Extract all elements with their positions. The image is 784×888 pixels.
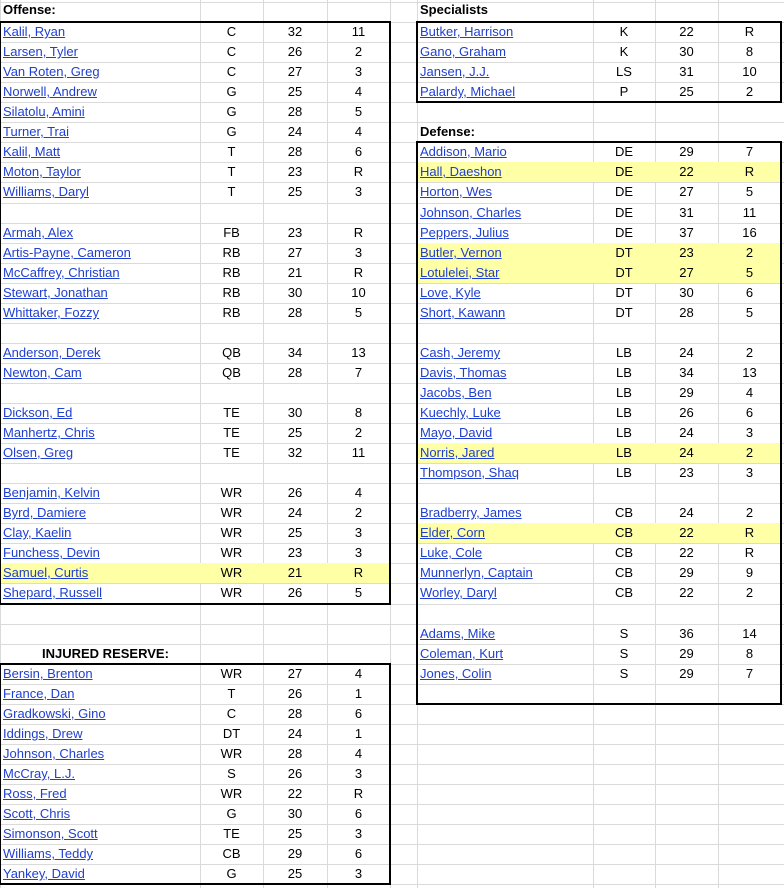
- player-experience: 6: [354, 846, 363, 861]
- player-age: 28: [287, 305, 303, 320]
- player-experience: R: [744, 545, 755, 560]
- player-name-link[interactable]: Luke, Cole: [420, 545, 483, 560]
- player-experience: R: [353, 786, 364, 801]
- player-position: LB: [616, 445, 632, 460]
- player-experience: 8: [354, 405, 363, 420]
- player-experience: 3: [745, 425, 754, 440]
- player-experience: 6: [745, 285, 754, 300]
- player-position: CB: [614, 585, 634, 600]
- player-experience: R: [744, 525, 755, 540]
- grid-row-line: [0, 323, 784, 324]
- player-age: 28: [287, 104, 303, 119]
- player-age: 24: [679, 505, 694, 520]
- player-name-link[interactable]: France, Dan: [3, 686, 75, 701]
- player-age: 31: [679, 205, 694, 220]
- player-position: G: [226, 84, 237, 99]
- player-name-link[interactable]: Hall, Daeshon: [420, 164, 502, 179]
- player-age: 31: [679, 64, 694, 79]
- player-name-link[interactable]: Mayo, David: [420, 425, 493, 440]
- player-position: TE: [223, 826, 240, 841]
- player-position: S: [227, 766, 236, 781]
- player-experience: 11: [351, 445, 366, 460]
- player-name-link[interactable]: Norwell, Andrew: [3, 84, 97, 99]
- player-experience: 4: [354, 124, 363, 139]
- player-experience: 14: [742, 626, 757, 641]
- player-age: 24: [287, 726, 303, 741]
- player-position: CB: [614, 545, 634, 560]
- player-position: LB: [616, 385, 632, 400]
- player-age: 32: [287, 445, 303, 460]
- player-position: DT: [615, 305, 633, 320]
- player-position: C: [226, 24, 237, 39]
- player-name-link[interactable]: Yankey, David: [3, 866, 85, 881]
- player-age: 23: [679, 245, 694, 260]
- player-age: 21: [287, 565, 303, 580]
- player-name-link[interactable]: Thompson, Shaq: [420, 465, 520, 480]
- player-experience: 1: [354, 726, 363, 741]
- player-name-link[interactable]: Love, Kyle: [420, 285, 481, 300]
- player-experience: 6: [354, 806, 363, 821]
- player-name-link[interactable]: Jones, Colin: [420, 666, 492, 681]
- player-experience: 16: [742, 225, 757, 240]
- player-experience: 3: [354, 525, 363, 540]
- player-name-link[interactable]: Bersin, Brenton: [3, 666, 93, 681]
- player-name-link[interactable]: Williams, Daryl: [3, 184, 89, 199]
- player-age: 22: [679, 545, 694, 560]
- player-name-link[interactable]: Munnerlyn, Captain: [420, 565, 533, 580]
- player-experience: 7: [354, 365, 363, 380]
- player-name-link[interactable]: Davis, Thomas: [420, 365, 507, 380]
- player-age: 25: [287, 826, 303, 841]
- player-name-link[interactable]: Kalil, Matt: [3, 144, 61, 159]
- player-name-link[interactable]: Horton, Wes: [420, 184, 493, 199]
- player-age: 26: [287, 766, 303, 781]
- player-experience: 3: [354, 826, 363, 841]
- player-name-link[interactable]: Iddings, Drew: [3, 726, 83, 741]
- player-experience: 10: [742, 64, 757, 79]
- player-age: 29: [679, 646, 694, 661]
- player-name-link[interactable]: Funchess, Devin: [3, 545, 100, 560]
- player-name-link[interactable]: Silatolu, Amini: [3, 104, 85, 119]
- player-position: DT: [615, 245, 633, 260]
- player-experience: 6: [354, 144, 363, 159]
- player-name-link[interactable]: Shepard, Russell: [3, 585, 102, 600]
- player-position: FB: [223, 225, 240, 240]
- player-name-link[interactable]: Johnson, Charles: [420, 205, 522, 220]
- player-age: 29: [679, 565, 694, 580]
- player-age: 22: [679, 585, 694, 600]
- player-name-link[interactable]: Short, Kawann: [420, 305, 506, 320]
- player-position: DE: [614, 164, 634, 179]
- player-experience: 3: [354, 766, 363, 781]
- grid-col-line: [390, 0, 391, 888]
- player-position: DT: [615, 285, 633, 300]
- player-experience: 7: [745, 666, 754, 681]
- player-age: 30: [287, 806, 303, 821]
- player-name-link[interactable]: Simonson, Scott: [3, 826, 98, 841]
- player-position: DT: [222, 726, 241, 741]
- player-name-link[interactable]: McCaffrey, Christian: [3, 265, 120, 280]
- player-experience: 2: [354, 505, 363, 520]
- player-experience: 13: [742, 365, 757, 380]
- player-position: WR: [220, 746, 243, 761]
- player-name-link[interactable]: Adams, Mike: [420, 626, 496, 641]
- player-position: WR: [220, 585, 243, 600]
- player-experience: 13: [351, 345, 366, 360]
- player-experience: 3: [354, 64, 363, 79]
- player-position: P: [619, 84, 629, 99]
- player-name-link[interactable]: Gradkowski, Gino: [3, 706, 106, 721]
- player-position: LB: [616, 425, 632, 440]
- player-experience: 8: [745, 44, 754, 59]
- player-experience: R: [353, 565, 364, 580]
- grid-row-line: [0, 884, 784, 885]
- player-position: T: [227, 144, 236, 159]
- injured-reserve-header: INJURED RESERVE:: [42, 646, 169, 661]
- offense-header: Offense:: [3, 2, 56, 17]
- player-experience: 2: [745, 445, 754, 460]
- player-age: 24: [287, 124, 303, 139]
- player-age: 30: [287, 405, 303, 420]
- player-position: G: [226, 124, 237, 139]
- player-position: K: [619, 44, 629, 59]
- player-position: TE: [223, 405, 240, 420]
- player-experience: 5: [745, 265, 754, 280]
- player-position: C: [226, 44, 237, 59]
- player-name-link[interactable]: Coleman, Kurt: [420, 646, 504, 661]
- player-position: T: [227, 184, 236, 199]
- player-name-link[interactable]: Elder, Corn: [420, 525, 486, 540]
- player-age: 26: [287, 44, 303, 59]
- player-age: 24: [679, 345, 694, 360]
- player-position: LB: [616, 365, 632, 380]
- player-position: T: [227, 164, 236, 179]
- player-age: 28: [287, 144, 303, 159]
- player-position: CB: [614, 505, 634, 520]
- player-age: 22: [679, 24, 694, 39]
- player-age: 26: [287, 585, 303, 600]
- player-age: 22: [679, 525, 694, 540]
- player-name-link[interactable]: Armah, Alex: [3, 225, 74, 240]
- player-age: 26: [287, 485, 303, 500]
- player-age: 23: [287, 164, 303, 179]
- player-name-link[interactable]: Norris, Jared: [420, 445, 495, 460]
- player-position: LS: [616, 64, 632, 79]
- player-name-link[interactable]: Lotulelei, Star: [420, 265, 500, 280]
- player-name-link[interactable]: Dickson, Ed: [3, 405, 73, 420]
- player-name-link[interactable]: Gano, Graham: [420, 44, 506, 59]
- player-age: 30: [679, 44, 694, 59]
- player-position: CB: [222, 846, 241, 861]
- player-age: 27: [287, 666, 303, 681]
- player-position: G: [226, 866, 237, 881]
- player-position: DT: [615, 265, 633, 280]
- defense-header: Defense:: [420, 124, 475, 139]
- player-age: 32: [287, 24, 303, 39]
- player-age: 34: [679, 365, 694, 380]
- player-name-link[interactable]: Ross, Fred: [3, 786, 67, 801]
- player-position: S: [619, 666, 629, 681]
- player-name-link[interactable]: Johnson, Charles: [3, 746, 105, 761]
- player-age: 36: [679, 626, 694, 641]
- player-age: 25: [287, 184, 303, 199]
- player-experience: 4: [354, 485, 363, 500]
- player-name-link[interactable]: Scott, Chris: [3, 806, 71, 821]
- player-experience: R: [353, 265, 364, 280]
- player-experience: 5: [354, 104, 363, 119]
- player-name-link[interactable]: Williams, Teddy: [3, 846, 94, 861]
- player-position: DE: [614, 225, 634, 240]
- player-position: G: [226, 806, 237, 821]
- player-age: 22: [287, 786, 303, 801]
- player-position: WR: [220, 786, 243, 801]
- player-experience: 10: [351, 285, 366, 300]
- player-experience: 4: [354, 666, 363, 681]
- player-name-link[interactable]: McCray, L.J.: [3, 766, 75, 781]
- player-age: 27: [679, 265, 694, 280]
- player-experience: R: [744, 24, 755, 39]
- player-position: WR: [220, 545, 243, 560]
- player-age: 25: [287, 425, 303, 440]
- player-position: WR: [220, 505, 243, 520]
- player-position: LB: [616, 405, 632, 420]
- player-age: 23: [679, 465, 694, 480]
- player-experience: 1: [354, 686, 363, 701]
- player-position: RB: [222, 285, 241, 300]
- player-age: 25: [287, 866, 303, 881]
- player-position: RB: [222, 265, 241, 280]
- player-age: 29: [679, 666, 694, 681]
- player-name-link[interactable]: Anderson, Derek: [3, 345, 101, 360]
- player-age: 29: [287, 846, 303, 861]
- player-age: 34: [287, 345, 303, 360]
- player-age: 22: [679, 164, 694, 179]
- player-name-link[interactable]: Clay, Kaelin: [3, 525, 72, 540]
- player-age: 27: [287, 64, 303, 79]
- player-name-link[interactable]: Benjamin, Kelvin: [3, 485, 100, 500]
- player-position: TE: [223, 445, 240, 460]
- player-name-link[interactable]: Peppers, Julius: [420, 225, 509, 240]
- player-experience: 2: [745, 84, 754, 99]
- player-name-link[interactable]: Butler, Vernon: [420, 245, 502, 260]
- player-experience: 2: [745, 345, 754, 360]
- player-name-link[interactable]: Butker, Harrison: [420, 24, 514, 39]
- player-experience: 2: [745, 585, 754, 600]
- player-name-link[interactable]: Bradberry, James: [420, 505, 522, 520]
- player-position: K: [619, 24, 629, 39]
- player-age: 29: [679, 144, 694, 159]
- player-experience: 5: [354, 305, 363, 320]
- player-position: WR: [220, 666, 243, 681]
- player-position: C: [226, 64, 237, 79]
- player-experience: 4: [354, 746, 363, 761]
- player-position: QB: [222, 345, 241, 360]
- player-name-link[interactable]: Newton, Cam: [3, 365, 82, 380]
- player-name-link[interactable]: Addison, Mario: [420, 144, 507, 159]
- player-name-link[interactable]: Whittaker, Fozzy: [3, 305, 100, 320]
- player-name-link[interactable]: Larsen, Tyler: [3, 44, 78, 59]
- player-experience: 3: [354, 545, 363, 560]
- player-age: 24: [287, 505, 303, 520]
- player-experience: 8: [745, 646, 754, 661]
- player-age: 28: [287, 746, 303, 761]
- player-experience: 6: [745, 405, 754, 420]
- player-position: CB: [614, 565, 634, 580]
- player-position: TE: [223, 425, 240, 440]
- player-name-link[interactable]: Cash, Jeremy: [420, 345, 501, 360]
- player-name-link[interactable]: Stewart, Jonathan: [3, 285, 108, 300]
- player-name-link[interactable]: Van Roten, Greg: [3, 64, 100, 79]
- player-position: DE: [614, 184, 634, 199]
- player-experience: R: [353, 164, 364, 179]
- player-experience: 3: [354, 184, 363, 199]
- player-position: S: [619, 626, 629, 641]
- player-experience: 11: [351, 24, 366, 39]
- player-position: C: [226, 706, 237, 721]
- player-experience: 5: [354, 585, 363, 600]
- player-position: WR: [220, 565, 243, 580]
- player-experience: 5: [745, 305, 754, 320]
- player-position: DE: [614, 144, 634, 159]
- player-position: WR: [220, 525, 243, 540]
- player-name-link[interactable]: Byrd, Damiere: [3, 505, 87, 520]
- player-experience: 11: [742, 205, 757, 220]
- player-experience: 5: [745, 184, 754, 199]
- player-age: 28: [287, 365, 303, 380]
- player-name-link[interactable]: Jacobs, Ben: [420, 385, 492, 400]
- player-name-link[interactable]: Kuechly, Luke: [420, 405, 501, 420]
- player-experience: 6: [354, 706, 363, 721]
- player-position: S: [619, 646, 629, 661]
- player-position: WR: [220, 485, 243, 500]
- player-age: 30: [679, 285, 694, 300]
- player-experience: 7: [745, 144, 754, 159]
- player-age: 25: [679, 84, 694, 99]
- player-position: CB: [614, 525, 634, 540]
- player-position: G: [226, 104, 237, 119]
- player-name-link[interactable]: Kalil, Ryan: [3, 24, 66, 39]
- player-age: 30: [287, 285, 303, 300]
- player-age: 23: [287, 225, 303, 240]
- player-name-link[interactable]: Olsen, Greg: [3, 445, 74, 460]
- player-age: 26: [679, 405, 694, 420]
- player-age: 28: [679, 305, 694, 320]
- player-name-link[interactable]: Artis-Payne, Cameron: [3, 245, 131, 260]
- player-experience: 3: [745, 465, 754, 480]
- player-age: 25: [287, 84, 303, 99]
- player-experience: 9: [745, 565, 754, 580]
- player-experience: 2: [745, 245, 754, 260]
- player-experience: 4: [745, 385, 754, 400]
- player-age: 28: [287, 706, 303, 721]
- player-position: LB: [616, 345, 632, 360]
- player-age: 24: [679, 425, 694, 440]
- specialists-header: Specialists: [420, 2, 488, 17]
- player-experience: 2: [354, 44, 363, 59]
- player-experience: 4: [354, 84, 363, 99]
- player-name-link[interactable]: Worley, Daryl: [420, 585, 497, 600]
- player-name-link[interactable]: Manhertz, Chris: [3, 425, 95, 440]
- player-age: 27: [287, 245, 303, 260]
- player-position: DE: [614, 205, 634, 220]
- player-experience: R: [353, 225, 364, 240]
- player-experience: 2: [745, 505, 754, 520]
- player-experience: 2: [354, 425, 363, 440]
- player-experience: R: [744, 164, 755, 179]
- player-age: 29: [679, 385, 694, 400]
- player-age: 26: [287, 686, 303, 701]
- player-position: LB: [616, 465, 632, 480]
- player-age: 37: [679, 225, 694, 240]
- player-position: RB: [222, 305, 241, 320]
- player-position: T: [227, 686, 236, 701]
- player-position: QB: [222, 365, 241, 380]
- player-experience: 3: [354, 866, 363, 881]
- player-position: RB: [222, 245, 241, 260]
- player-name-link[interactable]: Samuel, Curtis: [3, 565, 89, 580]
- grid-row-line: [0, 604, 784, 605]
- player-name-link[interactable]: Jansen, J.J.: [420, 64, 490, 79]
- player-age: 27: [679, 184, 694, 199]
- player-age: 24: [679, 445, 694, 460]
- player-name-link[interactable]: Palardy, Michael: [420, 84, 516, 99]
- player-name-link[interactable]: Turner, Trai: [3, 124, 69, 139]
- player-age: 23: [287, 545, 303, 560]
- player-age: 21: [287, 265, 303, 280]
- player-age: 25: [287, 525, 303, 540]
- player-experience: 3: [354, 245, 363, 260]
- player-name-link[interactable]: Moton, Taylor: [3, 164, 81, 179]
